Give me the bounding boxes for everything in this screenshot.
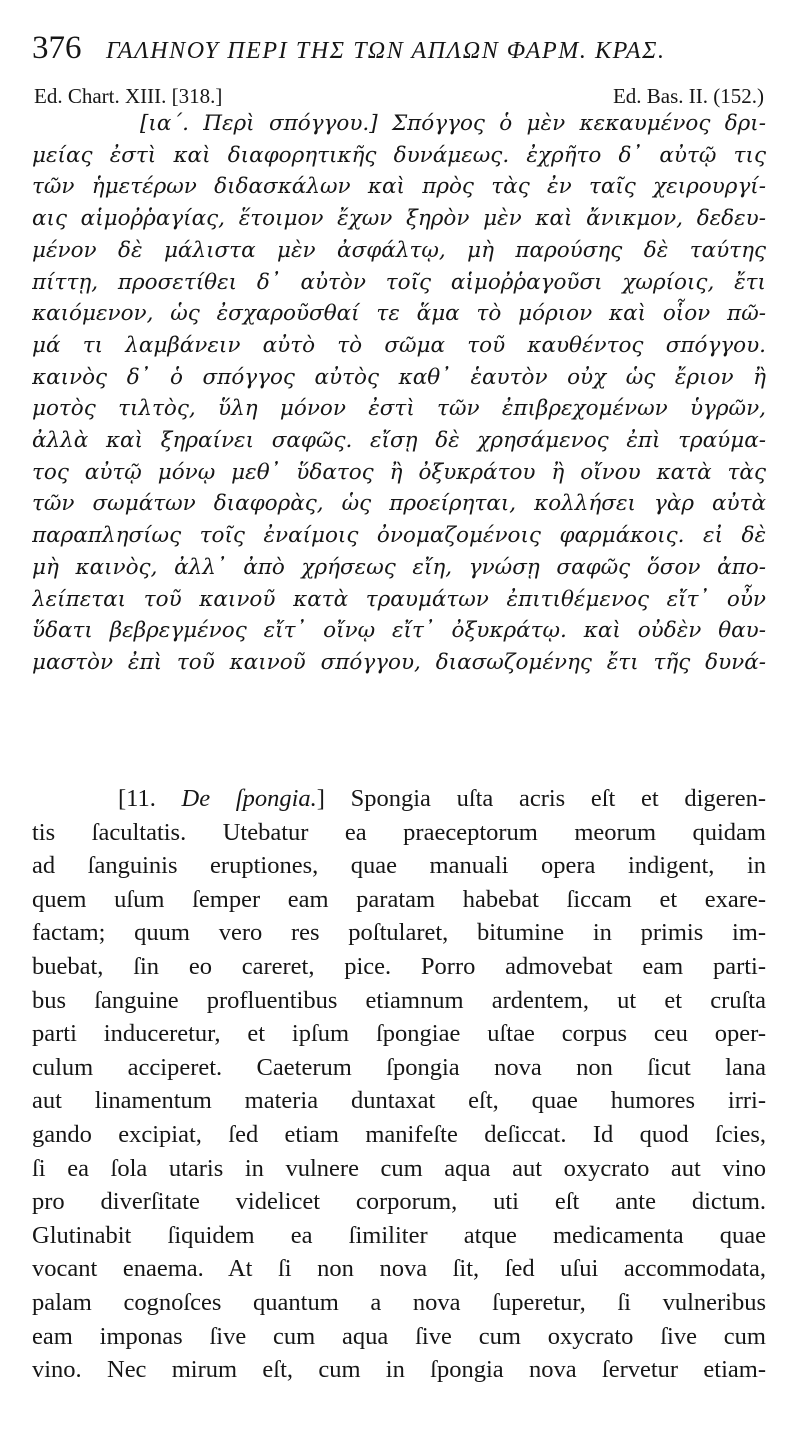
greek-line: μείας ἐστὶ καὶ διαφορητικῆς δυνάμεως. ἐχρῆτο δ᾽ αὐτῷ τις xyxy=(32,142,766,168)
greek-line: καιόμενον, ὡς ἐσχαροῦσθαί τε ἅμα τὸ μόριον καὶ οἷον πῶ- xyxy=(32,301,766,327)
basel-edition-reference: Ed. Bas. II. (152.) xyxy=(612,84,764,108)
latin-line: buebat, ſin eo careret, pice. Porro admovebat eam parti- xyxy=(32,952,766,980)
greek-line: λείπεται τοῦ καινοῦ κατὰ τραυμάτων ἐπιτιθέμενος εἴτ᾽ οὖν xyxy=(32,586,766,612)
chartier-edition-reference: Ed. Chart. XIII. [318.] xyxy=(34,84,223,108)
greek-line: μαστὸν ἐπὶ τοῦ καινοῦ σπόγγου, διασωζομένης ἔτι τῆς δυνά- xyxy=(32,649,766,675)
latin-line: pro diverſitate videlicet corporum, uti eſt ante dictum. xyxy=(32,1188,766,1216)
latin-line: factam; quum vero res poſtularet, bitumine in primis im- xyxy=(32,919,766,947)
edition-references xyxy=(34,84,764,109)
latin-line: culum acciperet. Caeterum ſpongia nova non ſicut lana xyxy=(32,1053,766,1081)
greek-line: παραπλησίως τοῖς ἐναίμοις ὀνομαζομένοις φαρμάκοις. εἰ δὲ xyxy=(32,523,766,549)
greek-line: αις αἱμοῤῥαγίας, ἕτοιμον ἔχων ξηρὸν μὲν καὶ ἄνικμον, δεδευ- xyxy=(32,206,766,232)
greek-line: ἀλλὰ καὶ ξηραίνει σαφῶς. εἴσῃ δὲ χρησάμενος ἐπὶ τραύμα- xyxy=(32,428,766,454)
section-bracket: ] xyxy=(316,785,325,812)
greek-line: μένον δὲ μάλιστα μὲν ἀσφάλτῳ, μὴ παρούσης δὲ ταύτης xyxy=(32,237,766,263)
latin-line: tis ſacultatis. Utebatur ea praeceptorum meorum quidam xyxy=(32,818,766,846)
latin-line-text: Spongia uſta acris eſt et digeren- xyxy=(324,785,766,812)
latin-line xyxy=(32,782,766,816)
greek-line: πίττῃ, προσετίθει δ᾽ αὐτὸν τοῖς αἱμοῤῥαγοῦσι χωρίοις, ἔτι xyxy=(32,269,766,295)
latin-line: ad ſanguinis eruptiones, quae manuali opera indigent, in xyxy=(32,852,766,880)
greek-text-block xyxy=(32,108,766,679)
latin-line: aut linamentum materia duntaxat eſt, quae humores irri- xyxy=(32,1087,766,1115)
page-number: 376 xyxy=(32,30,82,66)
latin-line: eam imponas ſive cum aqua ſive cum oxycrato ſive cum xyxy=(32,1322,766,1350)
section-heading: De ſpongia. xyxy=(181,785,317,812)
greek-line: καινὸς δ᾽ ὁ σπόγγος αὐτὸς καθ᾽ ἑαυτὸν οὐχ ὡς ἔριον ἢ xyxy=(32,364,766,390)
latin-line: palam cognoſces quantum a nova ſuperetur, ſi vulneribus xyxy=(32,1288,766,1316)
running-title: ΓΑΛΗΝΟΥ ΠΕΡΙ ΤΗΣ ΤΩΝ ΑΠΛΩΝ ΦΑΡΜ. ΚΡΑΣ. xyxy=(106,38,666,64)
latin-text-block xyxy=(32,782,766,1387)
greek-line: [ια΄. Περὶ σπόγγου.] Σπόγγος ὁ μὲν κεκαυμένος δρι- xyxy=(140,111,766,136)
latin-line: quem uſum ſemper eam paratam habebat ſiccam et exare- xyxy=(32,885,766,913)
latin-line: bus ſanguine profluentibus etiamnum ardentem, ut et cruſta xyxy=(32,986,766,1014)
latin-line: vocant enaema. At ſi non nova ſit, ſed uſui accommodata, xyxy=(32,1255,766,1283)
greek-line: τῶν σωμάτων διαφορὰς, ὡς προείρηται, κολλήσει γὰρ αὐτὰ xyxy=(32,491,766,517)
page-header xyxy=(32,30,768,67)
greek-line: τῶν ἡμετέρων διδασκάλων καὶ πρὸς τὰς ἐν ταῖς χειρουργί- xyxy=(32,174,766,200)
latin-line: ſi ea ſola utaris in vulnere cum aqua aut oxycrato aut vino xyxy=(32,1154,766,1182)
latin-line: vino. Nec mirum eſt, cum in ſpongia nova ſervetur etiam- xyxy=(32,1356,766,1384)
latin-line: parti induceretur, et ipſum ſpongiae uſtae corpus ceu oper- xyxy=(32,1020,766,1048)
greek-line: ὕδατι βεβρεγμένος εἴτ᾽ οἴνῳ εἴτ᾽ ὀξυκράτῳ. καὶ οὐδὲν θαυ- xyxy=(32,618,766,644)
latin-line: gando excipiat, ſed etiam manifeſte deſiccat. Id quod ſcies, xyxy=(32,1120,766,1148)
greek-line: μὴ καινὸς, ἀλλ᾽ ἀπὸ χρήσεως εἴη, γνώσῃ σαφῶς ὅσον ἀπο- xyxy=(32,554,766,580)
greek-line: τος αὐτῷ μόνῳ μεθ᾽ ὕδατος ἢ ὀξυκράτου ἢ οἴνου κατὰ τὰς xyxy=(32,459,766,485)
greek-line: μά τι λαμβάνειν αὐτὸ τὸ σῶμα τοῦ καυθέντος σπόγγου. xyxy=(32,332,766,358)
section-bracket: [11. xyxy=(118,785,182,812)
latin-line: Glutinabit ſiquidem ea ſimiliter atque medicamenta quae xyxy=(32,1221,766,1249)
greek-line: μοτὸς τιλτὸς, ὕλη μόνον ἐστὶ τῶν ἐπιβρεχομένων ὑγρῶν, xyxy=(32,396,766,422)
